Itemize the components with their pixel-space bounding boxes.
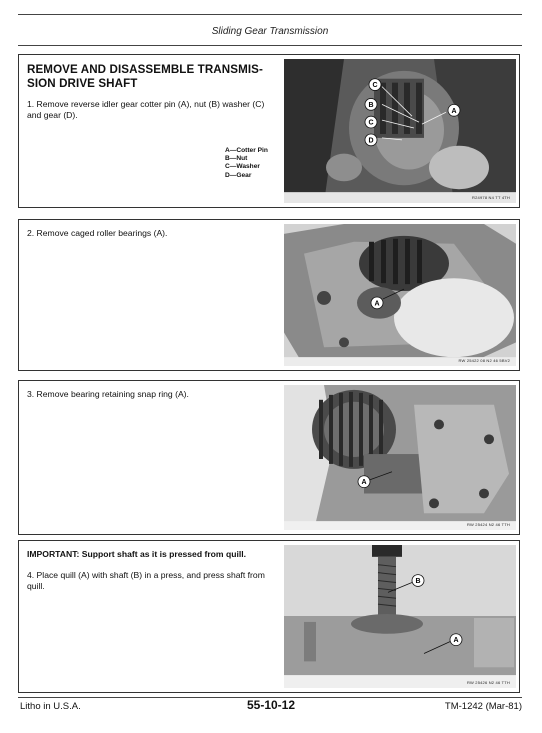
callout-b: B (415, 578, 421, 585)
callout-d: D (368, 137, 374, 145)
page-number: 55-10-12 (246, 698, 296, 712)
step-panel-3 (18, 380, 520, 535)
photo-code: RW 25426 N2 46 TTH (466, 680, 510, 685)
step-3-instruction: 3. Remove bearing retaining snap ring (A). (27, 389, 189, 399)
step-panel-4 (18, 540, 520, 693)
header-bottom-rule (18, 45, 522, 46)
header-top-rule (18, 14, 522, 15)
photo-2-labels (284, 224, 516, 366)
step-1-instruction: 1. Remove reverse idler gear cotter pin (A), nut (B) washer (C) and gear (D). (27, 99, 265, 120)
photo-snap-ring (284, 385, 516, 530)
step-panel-1 (18, 54, 520, 208)
callout-a: A (453, 637, 459, 645)
photo-code: RW 25424 N2 46 TTH (466, 522, 510, 527)
photo-1-labels (284, 59, 516, 203)
panel-4-text (27, 549, 275, 592)
legend-item-d: D—Gear (225, 171, 252, 179)
step-2-instruction: 2. Remove caged roller bearings (A). (27, 228, 168, 238)
panel-3-text (27, 389, 275, 400)
important-notice: IMPORTANT: Support shaft as it is pressed from quill. (27, 549, 247, 559)
photo-reverse-idler-gear (284, 59, 516, 203)
photo-4-labels (284, 545, 516, 688)
callout-a: A (361, 479, 367, 487)
callout-b: B (368, 101, 374, 109)
legend-item-b: B—Nut (225, 155, 248, 163)
legend-item-c: C—Washer (225, 163, 260, 171)
panel-2-text (27, 228, 275, 239)
callout-a: A (374, 300, 380, 308)
callout-c-2: C (368, 119, 374, 127)
photo-caged-roller-bearings (284, 224, 516, 366)
photo-3-labels (284, 385, 516, 530)
photo-code: R24978 N4 TT 4TH (472, 195, 510, 200)
parts-legend (225, 147, 268, 180)
callout-a: A (451, 107, 457, 115)
callout-c: C (372, 82, 378, 90)
legend-item-a: A—Cotter Pin (225, 147, 268, 154)
photo-code: RW 25422 08 N2 46 5BV2 (458, 358, 510, 363)
manual-number: TM-1242 (Mar-81) (444, 701, 522, 712)
step-4-instruction: 4. Place quill (A) with shaft (B) in a press, and press shaft from quill. (27, 570, 265, 591)
photo-press-shaft (284, 545, 516, 688)
step-panel-2 (18, 219, 520, 371)
footer-printing: Litho in U.S.A. (20, 701, 81, 712)
section-title: REMOVE AND DISASSEMBLE TRANSMIS-SION DRIVE SHAFT (27, 63, 263, 90)
panel-1-text (27, 63, 275, 121)
running-head: Sliding Gear Transmission (211, 26, 329, 37)
